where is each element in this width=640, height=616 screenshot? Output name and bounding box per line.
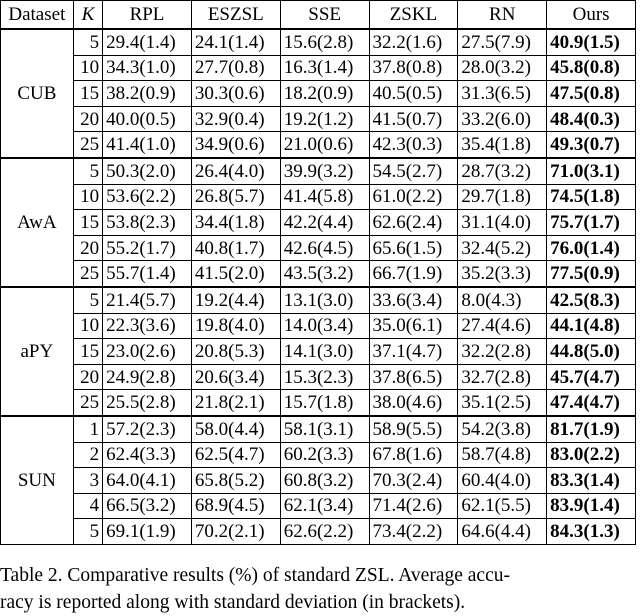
- ours-value-cell: 76.0(1.4): [547, 235, 636, 261]
- value-cell: 53.8(2.3): [103, 210, 192, 236]
- ours-value-cell: 44.8(5.0): [547, 339, 636, 365]
- k-cell: 2: [73, 442, 102, 468]
- value-cell: 34.3(1.0): [103, 55, 192, 81]
- value-cell: 27.7(0.8): [191, 55, 280, 81]
- k-cell: 25: [73, 390, 102, 416]
- value-cell: 34.9(0.6): [191, 132, 280, 158]
- ours-value-cell: 83.3(1.4): [547, 468, 636, 494]
- header-ours: Ours: [547, 1, 636, 30]
- value-cell: 41.4(5.8): [280, 184, 369, 210]
- table-row: [1, 390, 636, 416]
- value-cell: 15.6(2.8): [280, 29, 369, 55]
- value-cell: 20.8(5.3): [191, 339, 280, 365]
- table-row: [1, 261, 636, 287]
- header-k: K: [73, 1, 102, 30]
- value-cell: 28.0(3.2): [458, 55, 547, 81]
- ours-value-cell: 83.0(2.2): [547, 442, 636, 468]
- value-cell: 62.1(5.5): [458, 493, 547, 519]
- value-cell: 19.2(4.4): [191, 287, 280, 313]
- header-rpl: RPL: [103, 1, 192, 30]
- value-cell: 62.1(3.4): [280, 493, 369, 519]
- value-cell: 14.0(3.4): [280, 313, 369, 339]
- value-cell: 42.2(4.4): [280, 210, 369, 236]
- value-cell: 29.4(1.4): [103, 29, 192, 55]
- header-row: [1, 1, 636, 30]
- value-cell: 37.8(6.5): [369, 364, 458, 390]
- value-cell: 41.5(2.0): [191, 261, 280, 287]
- value-cell: 65.8(5.2): [191, 468, 280, 494]
- value-cell: 66.7(1.9): [369, 261, 458, 287]
- value-cell: 40.5(0.5): [369, 81, 458, 107]
- value-cell: 71.4(2.6): [369, 493, 458, 519]
- value-cell: 43.5(3.2): [280, 261, 369, 287]
- value-cell: 35.1(2.5): [458, 390, 547, 416]
- value-cell: 55.2(1.7): [103, 235, 192, 261]
- ours-value-cell: 47.5(0.8): [547, 81, 636, 107]
- value-cell: 62.6(2.4): [369, 210, 458, 236]
- value-cell: 70.3(2.4): [369, 468, 458, 494]
- ours-value-cell: 48.4(0.3): [547, 106, 636, 132]
- value-cell: 27.4(4.6): [458, 313, 547, 339]
- ours-value-cell: 74.5(1.8): [547, 184, 636, 210]
- value-cell: 22.3(3.6): [103, 313, 192, 339]
- value-cell: 35.0(6.1): [369, 313, 458, 339]
- value-cell: 53.6(2.2): [103, 184, 192, 210]
- value-cell: 69.1(1.9): [103, 519, 192, 545]
- value-cell: 18.2(0.9): [280, 81, 369, 107]
- value-cell: 58.1(3.1): [280, 416, 369, 442]
- dataset-cell: AwA: [1, 158, 74, 287]
- ours-value-cell: 83.9(1.4): [547, 493, 636, 519]
- value-cell: 62.5(4.7): [191, 442, 280, 468]
- value-cell: 23.0(2.6): [103, 339, 192, 365]
- table-caption: [0, 562, 640, 616]
- value-cell: 54.2(3.8): [458, 416, 547, 442]
- table-row: [1, 81, 636, 107]
- ours-value-cell: 40.9(1.5): [547, 29, 636, 55]
- header-zskl: ZSKL: [369, 1, 458, 30]
- value-cell: 24.1(1.4): [191, 29, 280, 55]
- header-sse: SSE: [280, 1, 369, 30]
- value-cell: 34.4(1.8): [191, 210, 280, 236]
- value-cell: 42.3(0.3): [369, 132, 458, 158]
- dataset-cell: aPY: [1, 287, 74, 416]
- value-cell: 32.4(5.2): [458, 235, 547, 261]
- table-body: [1, 29, 636, 544]
- value-cell: 70.2(2.1): [191, 519, 280, 545]
- caption-line-1: Table 2. Comparative results (%) of standard ZSL. Average accu-: [0, 565, 510, 586]
- value-cell: 66.5(3.2): [103, 493, 192, 519]
- k-cell: 5: [73, 287, 102, 313]
- k-cell: 10: [73, 313, 102, 339]
- ours-value-cell: 45.8(0.8): [547, 55, 636, 81]
- value-cell: 41.4(1.0): [103, 132, 192, 158]
- table-row: [1, 468, 636, 494]
- value-cell: 19.2(1.2): [280, 106, 369, 132]
- k-cell: 20: [73, 235, 102, 261]
- value-cell: 15.7(1.8): [280, 390, 369, 416]
- ours-value-cell: 42.5(8.3): [547, 287, 636, 313]
- table-row: [1, 287, 636, 313]
- value-cell: 41.5(0.7): [369, 106, 458, 132]
- value-cell: 32.2(2.8): [458, 339, 547, 365]
- k-cell: 4: [73, 493, 102, 519]
- table-row: [1, 184, 636, 210]
- value-cell: 57.2(2.3): [103, 416, 192, 442]
- table-row: [1, 442, 636, 468]
- ours-value-cell: 81.7(1.9): [547, 416, 636, 442]
- table-row: [1, 519, 636, 545]
- value-cell: 37.8(0.8): [369, 55, 458, 81]
- value-cell: 20.6(3.4): [191, 364, 280, 390]
- value-cell: 40.8(1.7): [191, 235, 280, 261]
- value-cell: 28.7(3.2): [458, 158, 547, 184]
- ours-value-cell: 45.7(4.7): [547, 364, 636, 390]
- value-cell: 64.0(4.1): [103, 468, 192, 494]
- header-eszsl: ESZSL: [191, 1, 280, 30]
- value-cell: 32.2(1.6): [369, 29, 458, 55]
- k-cell: 10: [73, 55, 102, 81]
- value-cell: 32.9(0.4): [191, 106, 280, 132]
- value-cell: 58.9(5.5): [369, 416, 458, 442]
- k-cell: 3: [73, 468, 102, 494]
- k-cell: 25: [73, 132, 102, 158]
- value-cell: 14.1(3.0): [280, 339, 369, 365]
- value-cell: 31.1(4.0): [458, 210, 547, 236]
- ours-value-cell: 77.5(0.9): [547, 261, 636, 287]
- value-cell: 73.4(2.2): [369, 519, 458, 545]
- value-cell: 38.0(4.6): [369, 390, 458, 416]
- table-row: [1, 313, 636, 339]
- k-cell: 10: [73, 184, 102, 210]
- value-cell: 8.0(4.3): [458, 287, 547, 313]
- table-row: [1, 132, 636, 158]
- k-cell: 5: [73, 29, 102, 55]
- value-cell: 60.8(3.2): [280, 468, 369, 494]
- value-cell: 42.6(4.5): [280, 235, 369, 261]
- value-cell: 26.4(4.0): [191, 158, 280, 184]
- value-cell: 19.8(4.0): [191, 313, 280, 339]
- table-row: [1, 364, 636, 390]
- value-cell: 38.2(0.9): [103, 81, 192, 107]
- value-cell: 21.0(0.6): [280, 132, 369, 158]
- k-cell: 1: [73, 416, 102, 442]
- value-cell: 25.5(2.8): [103, 390, 192, 416]
- k-cell: 15: [73, 81, 102, 107]
- header-dataset: Dataset: [1, 1, 74, 30]
- value-cell: 15.3(2.3): [280, 364, 369, 390]
- value-cell: 16.3(1.4): [280, 55, 369, 81]
- value-cell: 30.3(0.6): [191, 81, 280, 107]
- table-row: [1, 493, 636, 519]
- k-cell: 15: [73, 339, 102, 365]
- value-cell: 26.8(5.7): [191, 184, 280, 210]
- value-cell: 40.0(0.5): [103, 106, 192, 132]
- ours-value-cell: 47.4(4.7): [547, 390, 636, 416]
- value-cell: 37.1(4.7): [369, 339, 458, 365]
- value-cell: 35.4(1.8): [458, 132, 547, 158]
- value-cell: 35.2(3.3): [458, 261, 547, 287]
- value-cell: 13.1(3.0): [280, 287, 369, 313]
- value-cell: 50.3(2.0): [103, 158, 192, 184]
- value-cell: 21.8(2.1): [191, 390, 280, 416]
- table-row: [1, 29, 636, 55]
- table-row: [1, 235, 636, 261]
- value-cell: 58.7(4.8): [458, 442, 547, 468]
- value-cell: 60.2(3.3): [280, 442, 369, 468]
- value-cell: 60.4(4.0): [458, 468, 547, 494]
- table-row: [1, 106, 636, 132]
- value-cell: 62.4(3.3): [103, 442, 192, 468]
- k-cell: 15: [73, 210, 102, 236]
- dataset-cell: SUN: [1, 416, 74, 544]
- value-cell: 27.5(7.9): [458, 29, 547, 55]
- header-rn: RN: [458, 1, 547, 30]
- value-cell: 55.7(1.4): [103, 261, 192, 287]
- k-cell: 25: [73, 261, 102, 287]
- table-row: [1, 158, 636, 184]
- value-cell: 24.9(2.8): [103, 364, 192, 390]
- value-cell: 54.5(2.7): [369, 158, 458, 184]
- value-cell: 29.7(1.8): [458, 184, 547, 210]
- value-cell: 67.8(1.6): [369, 442, 458, 468]
- table-row: [1, 416, 636, 442]
- value-cell: 32.7(2.8): [458, 364, 547, 390]
- ours-value-cell: 84.3(1.3): [547, 519, 636, 545]
- table-header: [1, 1, 636, 30]
- value-cell: 39.9(3.2): [280, 158, 369, 184]
- table-row: [1, 339, 636, 365]
- value-cell: 21.4(5.7): [103, 287, 192, 313]
- k-cell: 20: [73, 364, 102, 390]
- ours-value-cell: 71.0(3.1): [547, 158, 636, 184]
- k-cell: 5: [73, 158, 102, 184]
- ours-value-cell: 44.1(4.8): [547, 313, 636, 339]
- value-cell: 33.6(3.4): [369, 287, 458, 313]
- k-cell: 20: [73, 106, 102, 132]
- value-cell: 61.0(2.2): [369, 184, 458, 210]
- caption-line-2: racy is reported along with standard deviation (in brackets).: [0, 592, 466, 613]
- value-cell: 58.0(4.4): [191, 416, 280, 442]
- table-row: [1, 55, 636, 81]
- value-cell: 62.6(2.2): [280, 519, 369, 545]
- value-cell: 65.6(1.5): [369, 235, 458, 261]
- value-cell: 64.6(4.4): [458, 519, 547, 545]
- value-cell: 31.3(6.5): [458, 81, 547, 107]
- ours-value-cell: 75.7(1.7): [547, 210, 636, 236]
- ours-value-cell: 49.3(0.7): [547, 132, 636, 158]
- k-cell: 5: [73, 519, 102, 545]
- dataset-cell: CUB: [1, 29, 74, 158]
- table-row: [1, 210, 636, 236]
- value-cell: 33.2(6.0): [458, 106, 547, 132]
- value-cell: 68.9(4.5): [191, 493, 280, 519]
